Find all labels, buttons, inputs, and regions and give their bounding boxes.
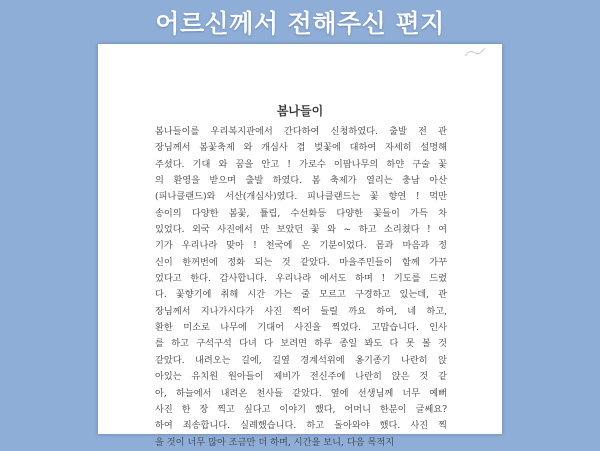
letter-line: 하여 죄송합니다. 실례했습니다. 하고 돌아와야 했다. 사진 찍 bbox=[155, 420, 447, 432]
letter-line: 기가 우리나라 맞아 ! 천국에 온 기분이었다. 몸과 마음과 정 bbox=[155, 240, 447, 252]
letter-line: 었다고 한다. 감사합니다. 우리나라 에서도 하며 ! 기도를 드렸 bbox=[155, 273, 447, 285]
letter-line: 을 것이 너무 많아 조금만 더 하며, 시간을 보니, 다음 목적지 bbox=[155, 436, 395, 448]
letter-line: 를 하고 구석구석 다녀 다 보려면 하루 종일 봐도 다 못 볼 것 bbox=[155, 338, 447, 350]
letter-line: 아있는 유치원 원아들이 제비가 전신주에 나란히 앉은 것 같 bbox=[155, 371, 447, 383]
page-title: 어르신께서 전해주신 편지 bbox=[155, 9, 445, 38]
letter-line: 의 환영을 받으며 출발 하였다. 봄 축제가 열리는 충남 아산 bbox=[155, 175, 447, 187]
letter-line: 환한 미소로 나무에 기대어 사진을 찍었다. 고맙습니다. 인사 bbox=[155, 322, 447, 334]
letter-line: 있었다. 외국 사진에서 만 보았던 꽃 와 ~ 하고 소리쳤다 ! 여 bbox=[155, 224, 447, 236]
page-banner bbox=[0, 0, 600, 44]
letter-line: 신이 한꺼번에 정화 되는 것 같았다. 마을주민들이 함께 가꾸 bbox=[155, 256, 447, 268]
page-corner-mark bbox=[464, 47, 486, 57]
letter-line: 송이의 다양한 봄꽃, 튤립, 수선화등 다양한 꽃들이 가득 차 bbox=[155, 207, 447, 219]
letter-line: 같았다. 내려오는 길에, 길옆 경계석위에 옹기종기 나란히 앉 bbox=[155, 354, 447, 366]
letter-line: 주셨다. 기대 와 꿈을 안고 ! 가로수 이팝나무의 하얀 구술 꽃 bbox=[155, 158, 447, 170]
letter-line: 봄나들이를 우리복지관에서 간다하여 신청하였다. 출발 전 관 bbox=[155, 126, 447, 137]
letter-line: 장님께서 지나가시다가 사진 찍어 들릴 까요 하여, 네 하고, bbox=[155, 305, 447, 317]
letter-line: 아, 하늘에서 내려온 천사들 같았다. 옆에 선생님께 너무 예뻐 bbox=[155, 387, 447, 399]
letter-line: (피나클랜드)와 서산(개심사)였다. 피나클랜드는 꽃 향연 ! 먹만 bbox=[155, 191, 447, 203]
letter-line: 사진 한 장 찍고 싶다고 이야기 했다, 어머니 한분이 글쎄요? bbox=[155, 403, 447, 415]
letter-line: 장님께서 봄꽃축제 와 개심사 겹 벚꽃에 대하여 자세히 설명해 bbox=[155, 142, 447, 154]
letter-line: 다. 꽃향기에 취해 시간 가는 줄 모르고 구경하고 있는데, 관 bbox=[155, 289, 447, 301]
letter-body bbox=[155, 124, 447, 451]
letter-paper bbox=[98, 44, 502, 448]
letter-title: 봄나들이 bbox=[276, 104, 324, 118]
